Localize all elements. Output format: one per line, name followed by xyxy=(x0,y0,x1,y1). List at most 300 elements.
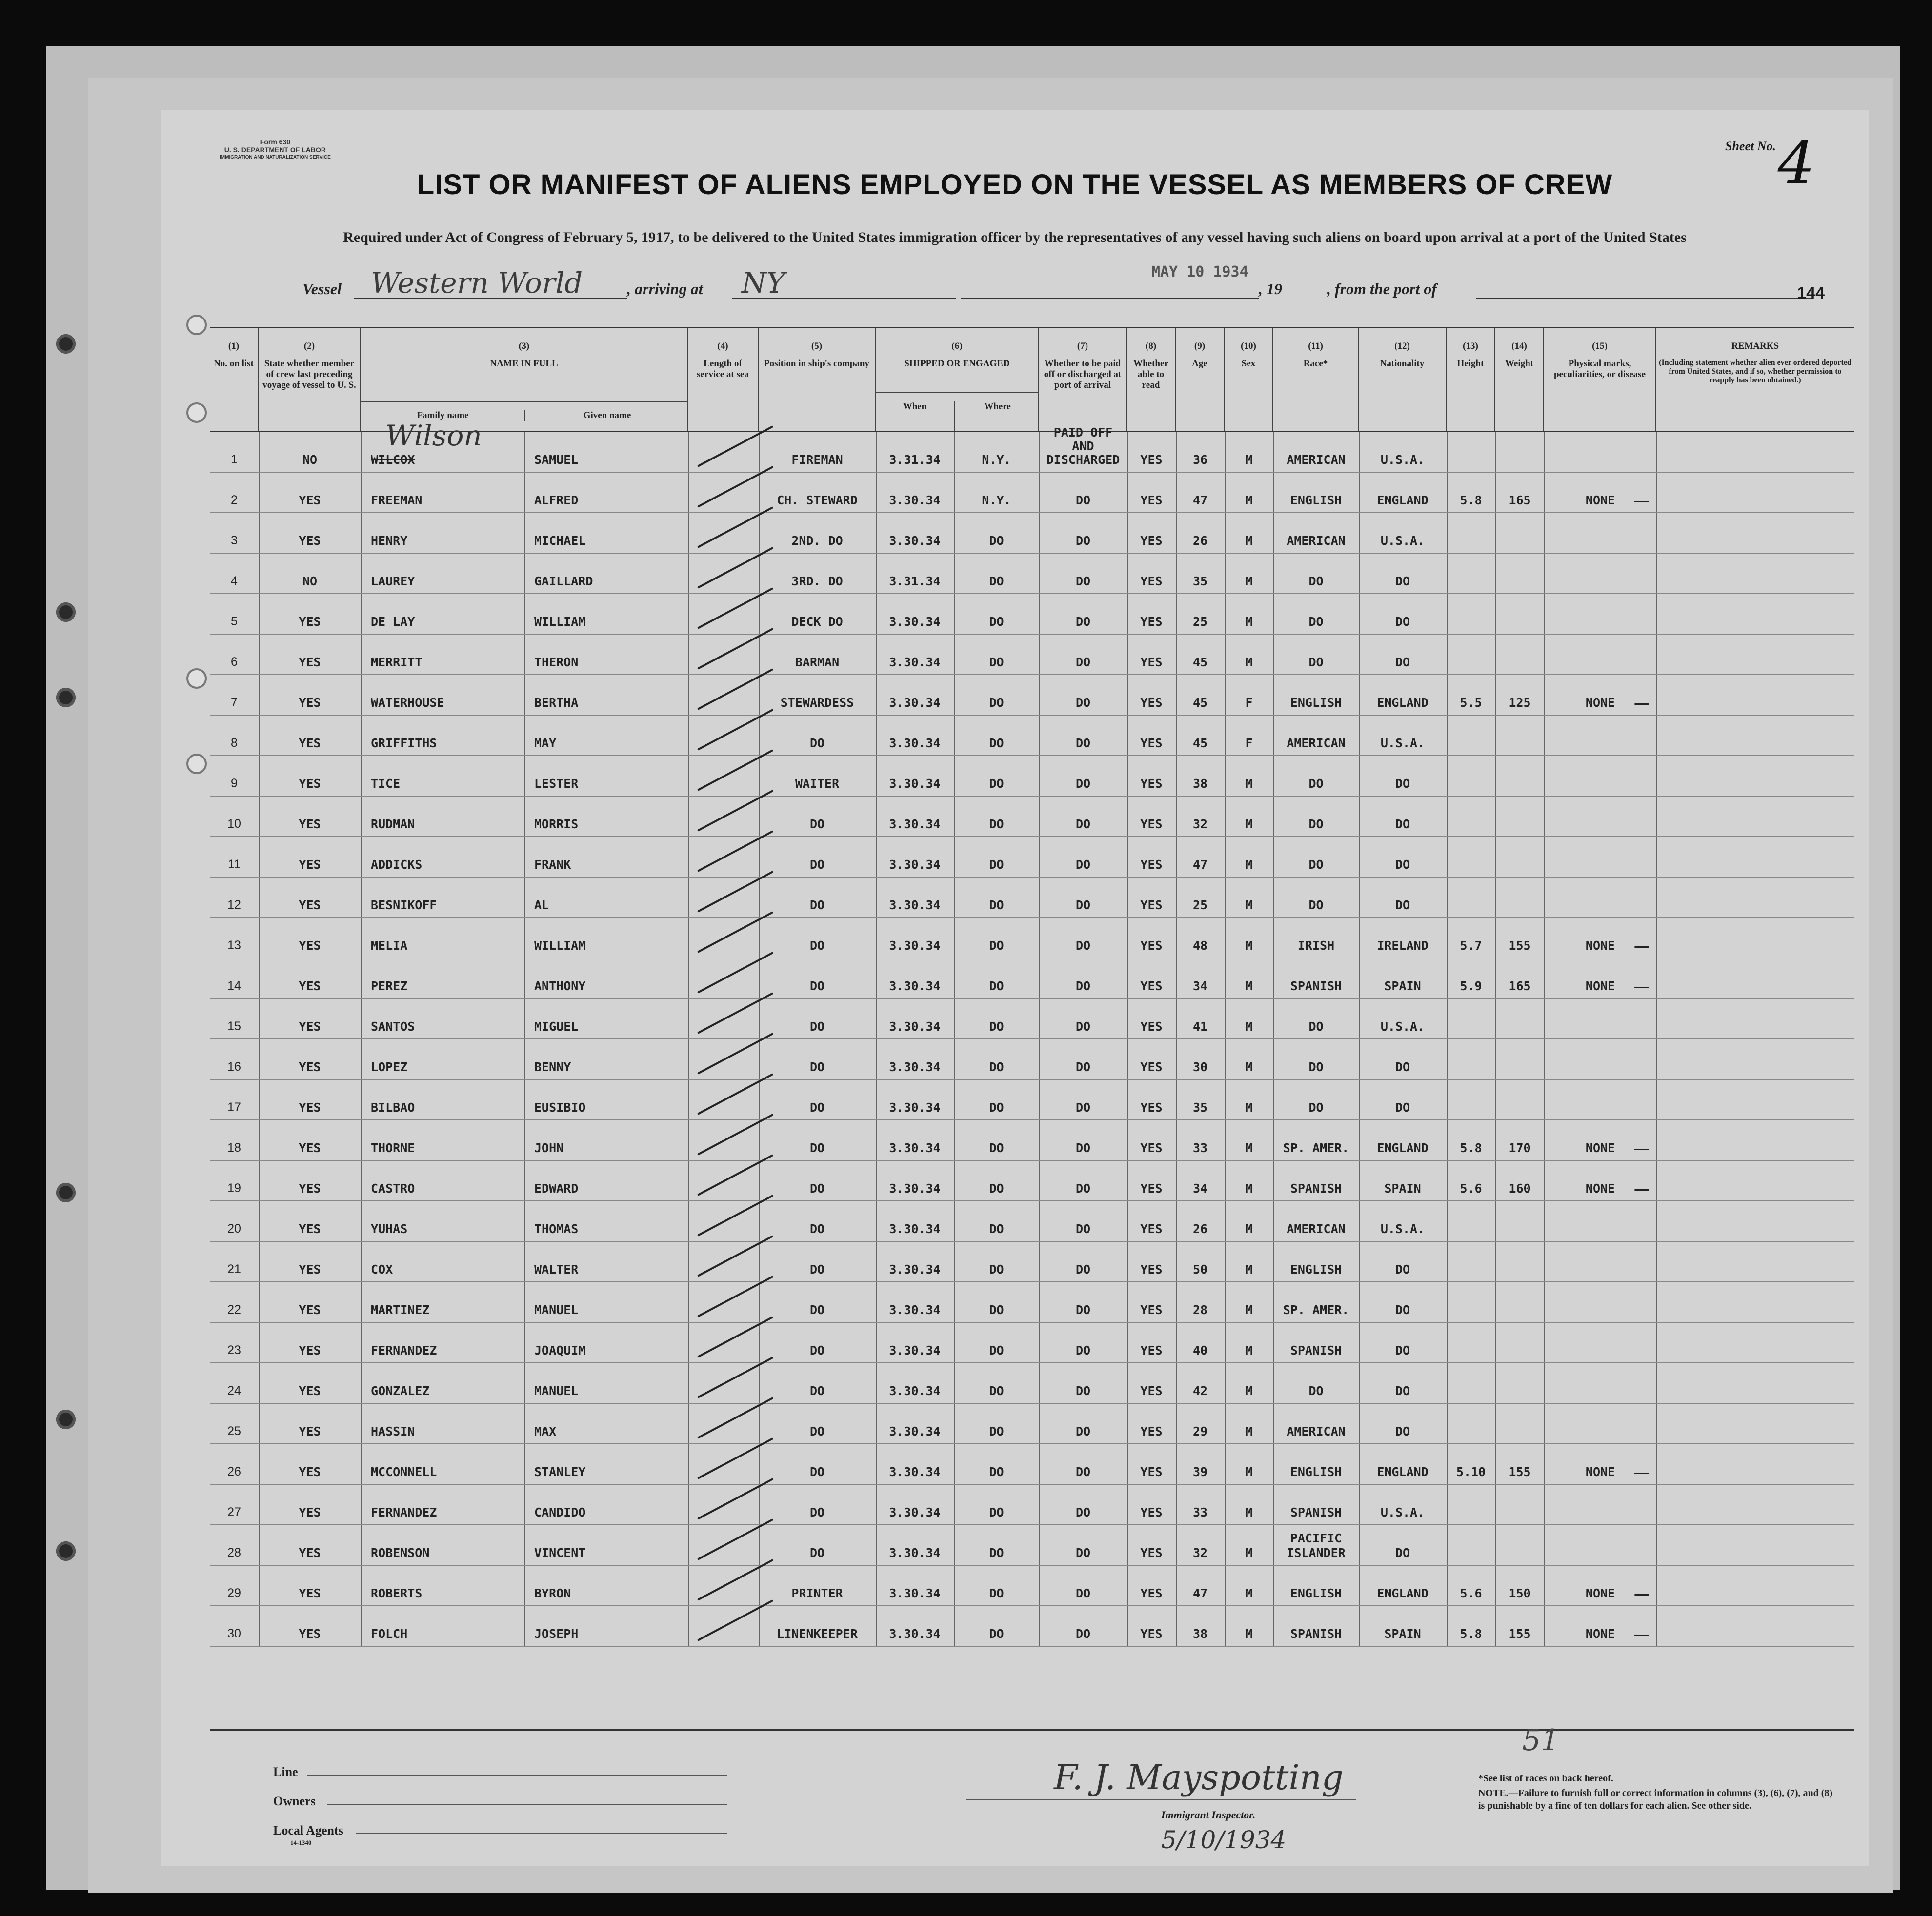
column-rule xyxy=(1447,432,1448,472)
age: 26 xyxy=(1192,1222,1208,1236)
column-rule xyxy=(524,1120,525,1160)
shipped-when: 3.30.34 xyxy=(889,1141,941,1155)
race-note: *See list of races on back hereof. xyxy=(1478,1773,1613,1784)
ring-hole-icon xyxy=(186,315,207,335)
column-rule xyxy=(688,1566,689,1605)
column-rule xyxy=(1495,1282,1496,1322)
family-name: WILCOX xyxy=(371,453,415,467)
column-rule xyxy=(688,918,689,958)
paid-off: DO xyxy=(1075,1100,1091,1115)
sex: M xyxy=(1245,979,1253,993)
age: 47 xyxy=(1192,1586,1208,1600)
family-name: HENRY xyxy=(371,534,408,548)
nationality: SPAIN xyxy=(1384,979,1421,993)
shipped-when: 3.30.34 xyxy=(889,1262,941,1277)
table-row xyxy=(210,1201,1854,1242)
shipped-when: 3.30.34 xyxy=(889,1019,941,1034)
column-rule xyxy=(1656,958,1657,998)
family-name: BILBAO xyxy=(371,1100,415,1115)
crew-status: YES xyxy=(299,817,321,831)
given-name: MIGUEL xyxy=(534,1019,579,1034)
weight: 125 xyxy=(1509,696,1531,710)
column-rule xyxy=(361,1323,362,1362)
column-rule xyxy=(1656,1444,1657,1484)
position: DO xyxy=(809,817,825,831)
position: DO xyxy=(809,1505,825,1519)
able-to-read: YES xyxy=(1140,696,1163,710)
shipped-when: 3.30.34 xyxy=(889,817,941,831)
position: LINENKEEPER xyxy=(777,1627,858,1641)
table-row xyxy=(210,1363,1854,1404)
position: DO xyxy=(809,1384,825,1398)
table-row xyxy=(210,594,1854,635)
age: 39 xyxy=(1192,1465,1208,1479)
given-name: VINCENT xyxy=(534,1546,586,1560)
column-rule xyxy=(1447,1525,1448,1565)
column-rule xyxy=(361,837,362,877)
column-rule xyxy=(1656,1080,1657,1119)
able-to-read: YES xyxy=(1140,1586,1163,1600)
age: 33 xyxy=(1192,1141,1208,1155)
able-to-read: YES xyxy=(1140,1100,1163,1115)
sex: M xyxy=(1245,1343,1253,1357)
weight: 155 xyxy=(1509,1627,1531,1641)
column-rule xyxy=(1544,1485,1545,1524)
race: ENGLISH xyxy=(1290,1465,1342,1479)
row-number: 19 xyxy=(227,1181,241,1195)
sex: M xyxy=(1245,1019,1253,1034)
table-row xyxy=(210,554,1854,594)
position: DO xyxy=(809,1019,825,1034)
age: 36 xyxy=(1192,453,1208,467)
shipped-when: 3.30.34 xyxy=(889,1181,941,1196)
nationality: IRELAND xyxy=(1377,938,1429,953)
given-name: STANLEY xyxy=(534,1465,586,1479)
sex: M xyxy=(1245,1505,1253,1519)
column-rule xyxy=(1495,1080,1496,1119)
race: DO xyxy=(1308,1100,1324,1115)
shipped-where: DO xyxy=(989,858,1004,872)
column-rule xyxy=(688,1525,689,1565)
position: 3RD. DO xyxy=(791,574,843,588)
race: DO xyxy=(1308,858,1324,872)
col-header-where: Where xyxy=(954,401,1040,431)
age: 35 xyxy=(1192,574,1208,588)
family-name: PEREZ xyxy=(371,979,408,993)
sex: M xyxy=(1245,574,1253,588)
agents-field xyxy=(356,1833,727,1834)
position: DO xyxy=(809,1343,825,1357)
column-rule xyxy=(524,473,525,512)
col-header-shipped: (6) SHIPPED OR ENGAGED xyxy=(876,328,1039,431)
age: 50 xyxy=(1192,1262,1208,1277)
position: STEWARDESS xyxy=(780,696,854,710)
footer xyxy=(210,1723,1854,1862)
nationality: ENGLAND xyxy=(1377,1586,1429,1600)
sex: F xyxy=(1245,696,1253,710)
race: SPANISH xyxy=(1290,1343,1342,1357)
nationality: DO xyxy=(1395,574,1410,588)
page-title: LIST OR MANIFEST OF ALIENS EMPLOYED ON THE VESSEL AS MEMBERS OF CREW xyxy=(417,169,1613,200)
paid-off: DO xyxy=(1075,1303,1091,1317)
column-rule xyxy=(1544,594,1545,634)
given-name: EDWARD xyxy=(534,1181,579,1196)
position: DO xyxy=(809,898,825,912)
crew-status: YES xyxy=(299,534,321,548)
shipped-where: DO xyxy=(989,777,1004,791)
sex: M xyxy=(1245,615,1253,629)
shipped-where: DO xyxy=(989,574,1004,588)
nationality: ENGLAND xyxy=(1377,493,1429,507)
weight: 150 xyxy=(1509,1586,1531,1600)
shipped-when: 3.30.34 xyxy=(889,1343,941,1357)
name-subdivider xyxy=(361,401,688,402)
family-name: FREEMAN xyxy=(371,493,423,507)
able-to-read: YES xyxy=(1140,1505,1163,1519)
shipped-where: DO xyxy=(989,1424,1004,1438)
shipped-where: DO xyxy=(989,1303,1004,1317)
shipped-when: 3.30.34 xyxy=(889,696,941,710)
race: SPANISH xyxy=(1290,1505,1342,1519)
shipped-where: DO xyxy=(989,1586,1004,1600)
paid-off: DO xyxy=(1075,736,1091,750)
crew-status: YES xyxy=(299,1222,321,1236)
given-name: MORRIS xyxy=(534,817,579,831)
shipped-subdivider xyxy=(876,392,1039,393)
column-rule xyxy=(688,1363,689,1403)
column-rule xyxy=(524,837,525,877)
column-rule xyxy=(1495,513,1496,553)
position: 2ND. DO xyxy=(791,534,843,548)
paid-off: DO xyxy=(1075,1060,1091,1074)
crew-status: YES xyxy=(299,1019,321,1034)
column-rule xyxy=(1656,1161,1657,1200)
column-rule xyxy=(1447,1404,1448,1443)
family-name: FERNANDEZ xyxy=(371,1343,437,1357)
weight: 160 xyxy=(1509,1181,1531,1196)
age: 25 xyxy=(1192,898,1208,912)
position: DO xyxy=(809,1303,825,1317)
crew-status: YES xyxy=(299,1424,321,1438)
nationality: U.S.A. xyxy=(1380,1505,1425,1519)
age: 38 xyxy=(1192,777,1208,791)
column-rule xyxy=(524,1039,525,1079)
paid-off: DO xyxy=(1075,858,1091,872)
column-rule xyxy=(688,878,689,917)
table-row xyxy=(210,1566,1854,1606)
nationality: DO xyxy=(1395,1303,1410,1317)
column-rule xyxy=(1447,513,1448,553)
shipped-when: 3.30.34 xyxy=(889,1627,941,1641)
row-number: 12 xyxy=(227,898,241,912)
column-rule xyxy=(1495,1323,1496,1362)
column-rule xyxy=(524,513,525,553)
col-header-nationality: (12) Nationality xyxy=(1359,328,1447,431)
column-rule xyxy=(361,1242,362,1281)
sex: M xyxy=(1245,1262,1253,1277)
given-name: FRANK xyxy=(534,858,571,872)
column-rule xyxy=(524,1606,525,1646)
race: ENGLISH xyxy=(1290,1262,1342,1277)
column-rule xyxy=(524,432,525,472)
table-row xyxy=(210,419,1854,473)
crew-status: YES xyxy=(299,777,321,791)
age: 25 xyxy=(1192,615,1208,629)
shipped-where: DO xyxy=(989,1141,1004,1155)
column-rule xyxy=(1495,1201,1496,1241)
column-rule xyxy=(524,918,525,958)
paid-off: DO xyxy=(1075,817,1091,831)
position: FIREMAN xyxy=(791,453,843,467)
race: SPANISH xyxy=(1290,1181,1342,1196)
table-row xyxy=(210,1404,1854,1444)
age: 40 xyxy=(1192,1343,1208,1357)
column-rule xyxy=(361,958,362,998)
shipped-where: DO xyxy=(989,898,1004,912)
column-rule xyxy=(1656,432,1657,472)
family-name: ROBENSON xyxy=(371,1546,430,1560)
given-name: LESTER xyxy=(534,777,579,791)
able-to-read: YES xyxy=(1140,1465,1163,1479)
column-rule xyxy=(1656,1606,1657,1646)
shipped-where: DO xyxy=(989,817,1004,831)
given-name: JOSEPH xyxy=(534,1627,579,1641)
sex: M xyxy=(1245,1060,1253,1074)
column-rule xyxy=(1656,1525,1657,1565)
paid-off: DO xyxy=(1075,1546,1091,1560)
row-number: 14 xyxy=(227,979,241,993)
column-rule xyxy=(1495,1485,1496,1524)
given-name: AL xyxy=(534,898,549,912)
table-row xyxy=(210,1161,1854,1201)
column-rule xyxy=(1447,1323,1448,1362)
column-rule xyxy=(1495,999,1496,1038)
paid-off: DO xyxy=(1075,1141,1091,1155)
col-header-race: (11) Race* xyxy=(1273,328,1359,431)
column-rule xyxy=(361,756,362,796)
able-to-read: YES xyxy=(1140,736,1163,750)
able-to-read: YES xyxy=(1140,493,1163,507)
column-rule xyxy=(524,797,525,836)
column-rule xyxy=(1656,675,1657,715)
table-row xyxy=(210,1485,1854,1525)
dash-mark-icon xyxy=(1634,1473,1649,1474)
height: 5.7 xyxy=(1460,938,1482,953)
column-rule xyxy=(361,1161,362,1200)
row-number: 20 xyxy=(227,1222,241,1236)
nationality: DO xyxy=(1395,898,1410,912)
row-number: 8 xyxy=(231,736,238,750)
signature-date: 5/10/1934 xyxy=(1161,1826,1287,1854)
row-number: 6 xyxy=(231,655,238,669)
height: 5.8 xyxy=(1460,493,1482,507)
position: DO xyxy=(809,1060,825,1074)
able-to-read: YES xyxy=(1140,858,1163,872)
table-row xyxy=(210,878,1854,918)
column-rule xyxy=(361,1606,362,1646)
form-header xyxy=(220,138,331,161)
shipped-where: DO xyxy=(989,1343,1004,1357)
sex: M xyxy=(1245,534,1253,548)
row-number: 13 xyxy=(227,938,241,952)
table-row xyxy=(210,1080,1854,1120)
shipped-when: 3.30.34 xyxy=(889,493,941,507)
from-underline xyxy=(1476,278,1812,299)
shipped-when: 3.30.34 xyxy=(889,615,941,629)
column-rule xyxy=(1495,756,1496,796)
dash-mark-icon xyxy=(1634,501,1649,502)
shipped-where: DO xyxy=(989,1465,1004,1479)
binder-hole-icon xyxy=(56,1541,76,1561)
column-rule xyxy=(524,594,525,634)
family-name: YUHAS xyxy=(371,1222,408,1236)
column-rule xyxy=(688,797,689,836)
row-number: 22 xyxy=(227,1303,241,1317)
weight: 170 xyxy=(1509,1141,1531,1155)
column-rule xyxy=(1495,1525,1496,1565)
nationality: DO xyxy=(1395,1546,1410,1560)
dash-mark-icon xyxy=(1634,1635,1649,1636)
able-to-read: YES xyxy=(1140,1141,1163,1155)
column-rule xyxy=(1495,1363,1496,1403)
table-row xyxy=(210,1525,1854,1566)
sex: M xyxy=(1245,1141,1253,1155)
column-rule xyxy=(688,554,689,593)
crew-status: YES xyxy=(299,1343,321,1357)
shipped-where: DO xyxy=(989,736,1004,750)
column-rule xyxy=(1447,554,1448,593)
crew-status: YES xyxy=(299,1181,321,1196)
column-rule xyxy=(361,797,362,836)
family-name: WATERHOUSE xyxy=(371,696,444,710)
row-number: 7 xyxy=(231,696,238,709)
column-rule xyxy=(688,1201,689,1241)
table-row xyxy=(210,1039,1854,1080)
column-rule xyxy=(1656,1363,1657,1403)
crew-status: YES xyxy=(299,1060,321,1074)
column-rule xyxy=(688,432,689,472)
column-rule xyxy=(688,1080,689,1119)
race: DO xyxy=(1308,777,1324,791)
shipped-where: DO xyxy=(989,1181,1004,1196)
column-rule xyxy=(688,1039,689,1079)
age: 45 xyxy=(1192,655,1208,669)
service: IMMIGRATION AND NATURALIZATION SERVICE xyxy=(220,155,331,160)
column-rule xyxy=(1544,1039,1545,1079)
column-rule xyxy=(1447,716,1448,755)
race: AMERICAN xyxy=(1287,1424,1346,1438)
column-rule xyxy=(361,473,362,512)
column-rule xyxy=(1447,1242,1448,1281)
shipped-when: 3.30.34 xyxy=(889,1060,941,1074)
dash-mark-icon xyxy=(1634,1189,1649,1191)
column-rule xyxy=(1447,797,1448,836)
paid-off: DO xyxy=(1075,655,1091,669)
sex: M xyxy=(1245,1465,1253,1479)
sex: M xyxy=(1245,1546,1253,1560)
shipped-when: 3.30.34 xyxy=(889,1424,941,1438)
crew-status: YES xyxy=(299,979,321,993)
race: ENGLISH xyxy=(1290,493,1342,507)
binder-hole-icon xyxy=(56,334,76,354)
nationality: U.S.A. xyxy=(1380,534,1425,548)
able-to-read: YES xyxy=(1140,1181,1163,1196)
col-header-paid: (7) Whether to be paid off or discharged at port of arrival xyxy=(1039,328,1127,431)
col-header-read: (8) Whether able to read xyxy=(1127,328,1176,431)
column-rule xyxy=(688,1404,689,1443)
able-to-read: YES xyxy=(1140,817,1163,831)
position: DO xyxy=(809,858,825,872)
column-rule xyxy=(1656,797,1657,836)
tally-mark: 51 xyxy=(1522,1723,1560,1757)
shipped-when: 3.31.34 xyxy=(889,453,941,467)
able-to-read: YES xyxy=(1140,1343,1163,1357)
family-name: MARTINEZ xyxy=(371,1303,430,1317)
paid-off: DO xyxy=(1075,574,1091,588)
column-rule xyxy=(688,1242,689,1281)
sex: M xyxy=(1245,858,1253,872)
crew-status: YES xyxy=(299,1303,321,1317)
col-header-crew: (2) State whether member of crew last preceding voyage of vessel to U. S. xyxy=(259,328,361,431)
paid-off: DO xyxy=(1075,1424,1091,1438)
height: 5.5 xyxy=(1460,696,1482,710)
crew-status: YES xyxy=(299,1465,321,1479)
row-number: 4 xyxy=(231,574,238,588)
column-rule xyxy=(1656,878,1657,917)
table-row xyxy=(210,1120,1854,1161)
race: SPANISH xyxy=(1290,1627,1342,1641)
owners-field xyxy=(327,1804,727,1805)
column-rule xyxy=(1447,878,1448,917)
column-rule xyxy=(1447,756,1448,796)
column-rule xyxy=(1656,473,1657,512)
column-rule xyxy=(1656,1242,1657,1281)
age: 41 xyxy=(1192,1019,1208,1034)
race: DO xyxy=(1308,615,1324,629)
crew-status: YES xyxy=(299,736,321,750)
dash-mark-icon xyxy=(1634,1594,1649,1596)
from-label: , from the port of xyxy=(1327,280,1437,298)
crew-status: YES xyxy=(299,898,321,912)
able-to-read: YES xyxy=(1140,777,1163,791)
column-rule xyxy=(524,1404,525,1443)
row-number: 11 xyxy=(228,858,241,871)
column-rule xyxy=(1544,837,1545,877)
shipped-when: 3.30.34 xyxy=(889,655,941,669)
sex: M xyxy=(1245,1303,1253,1317)
column-rule xyxy=(1544,797,1545,836)
race: DO xyxy=(1308,655,1324,669)
dash-mark-icon xyxy=(1634,1149,1649,1150)
shipped-when: 3.30.34 xyxy=(889,1546,941,1560)
given-name: JOHN xyxy=(534,1141,564,1155)
race-line1: PACIFIC xyxy=(1290,1531,1342,1545)
column-rule xyxy=(1495,1404,1496,1443)
shipped-when: 3.30.34 xyxy=(889,1586,941,1600)
table-row xyxy=(210,513,1854,554)
agents-label: Local Agents xyxy=(273,1823,343,1837)
col-header-age: (9) Age xyxy=(1176,328,1225,431)
row-number: 17 xyxy=(227,1100,241,1114)
shipped-where: DO xyxy=(989,615,1004,629)
column-rule xyxy=(1447,837,1448,877)
column-rule xyxy=(524,675,525,715)
col-header-height: (13) Height xyxy=(1447,328,1495,431)
able-to-read: YES xyxy=(1140,1627,1163,1641)
given-name: BERTHA xyxy=(534,696,579,710)
dash-mark-icon xyxy=(1634,703,1649,705)
column-rule xyxy=(524,756,525,796)
